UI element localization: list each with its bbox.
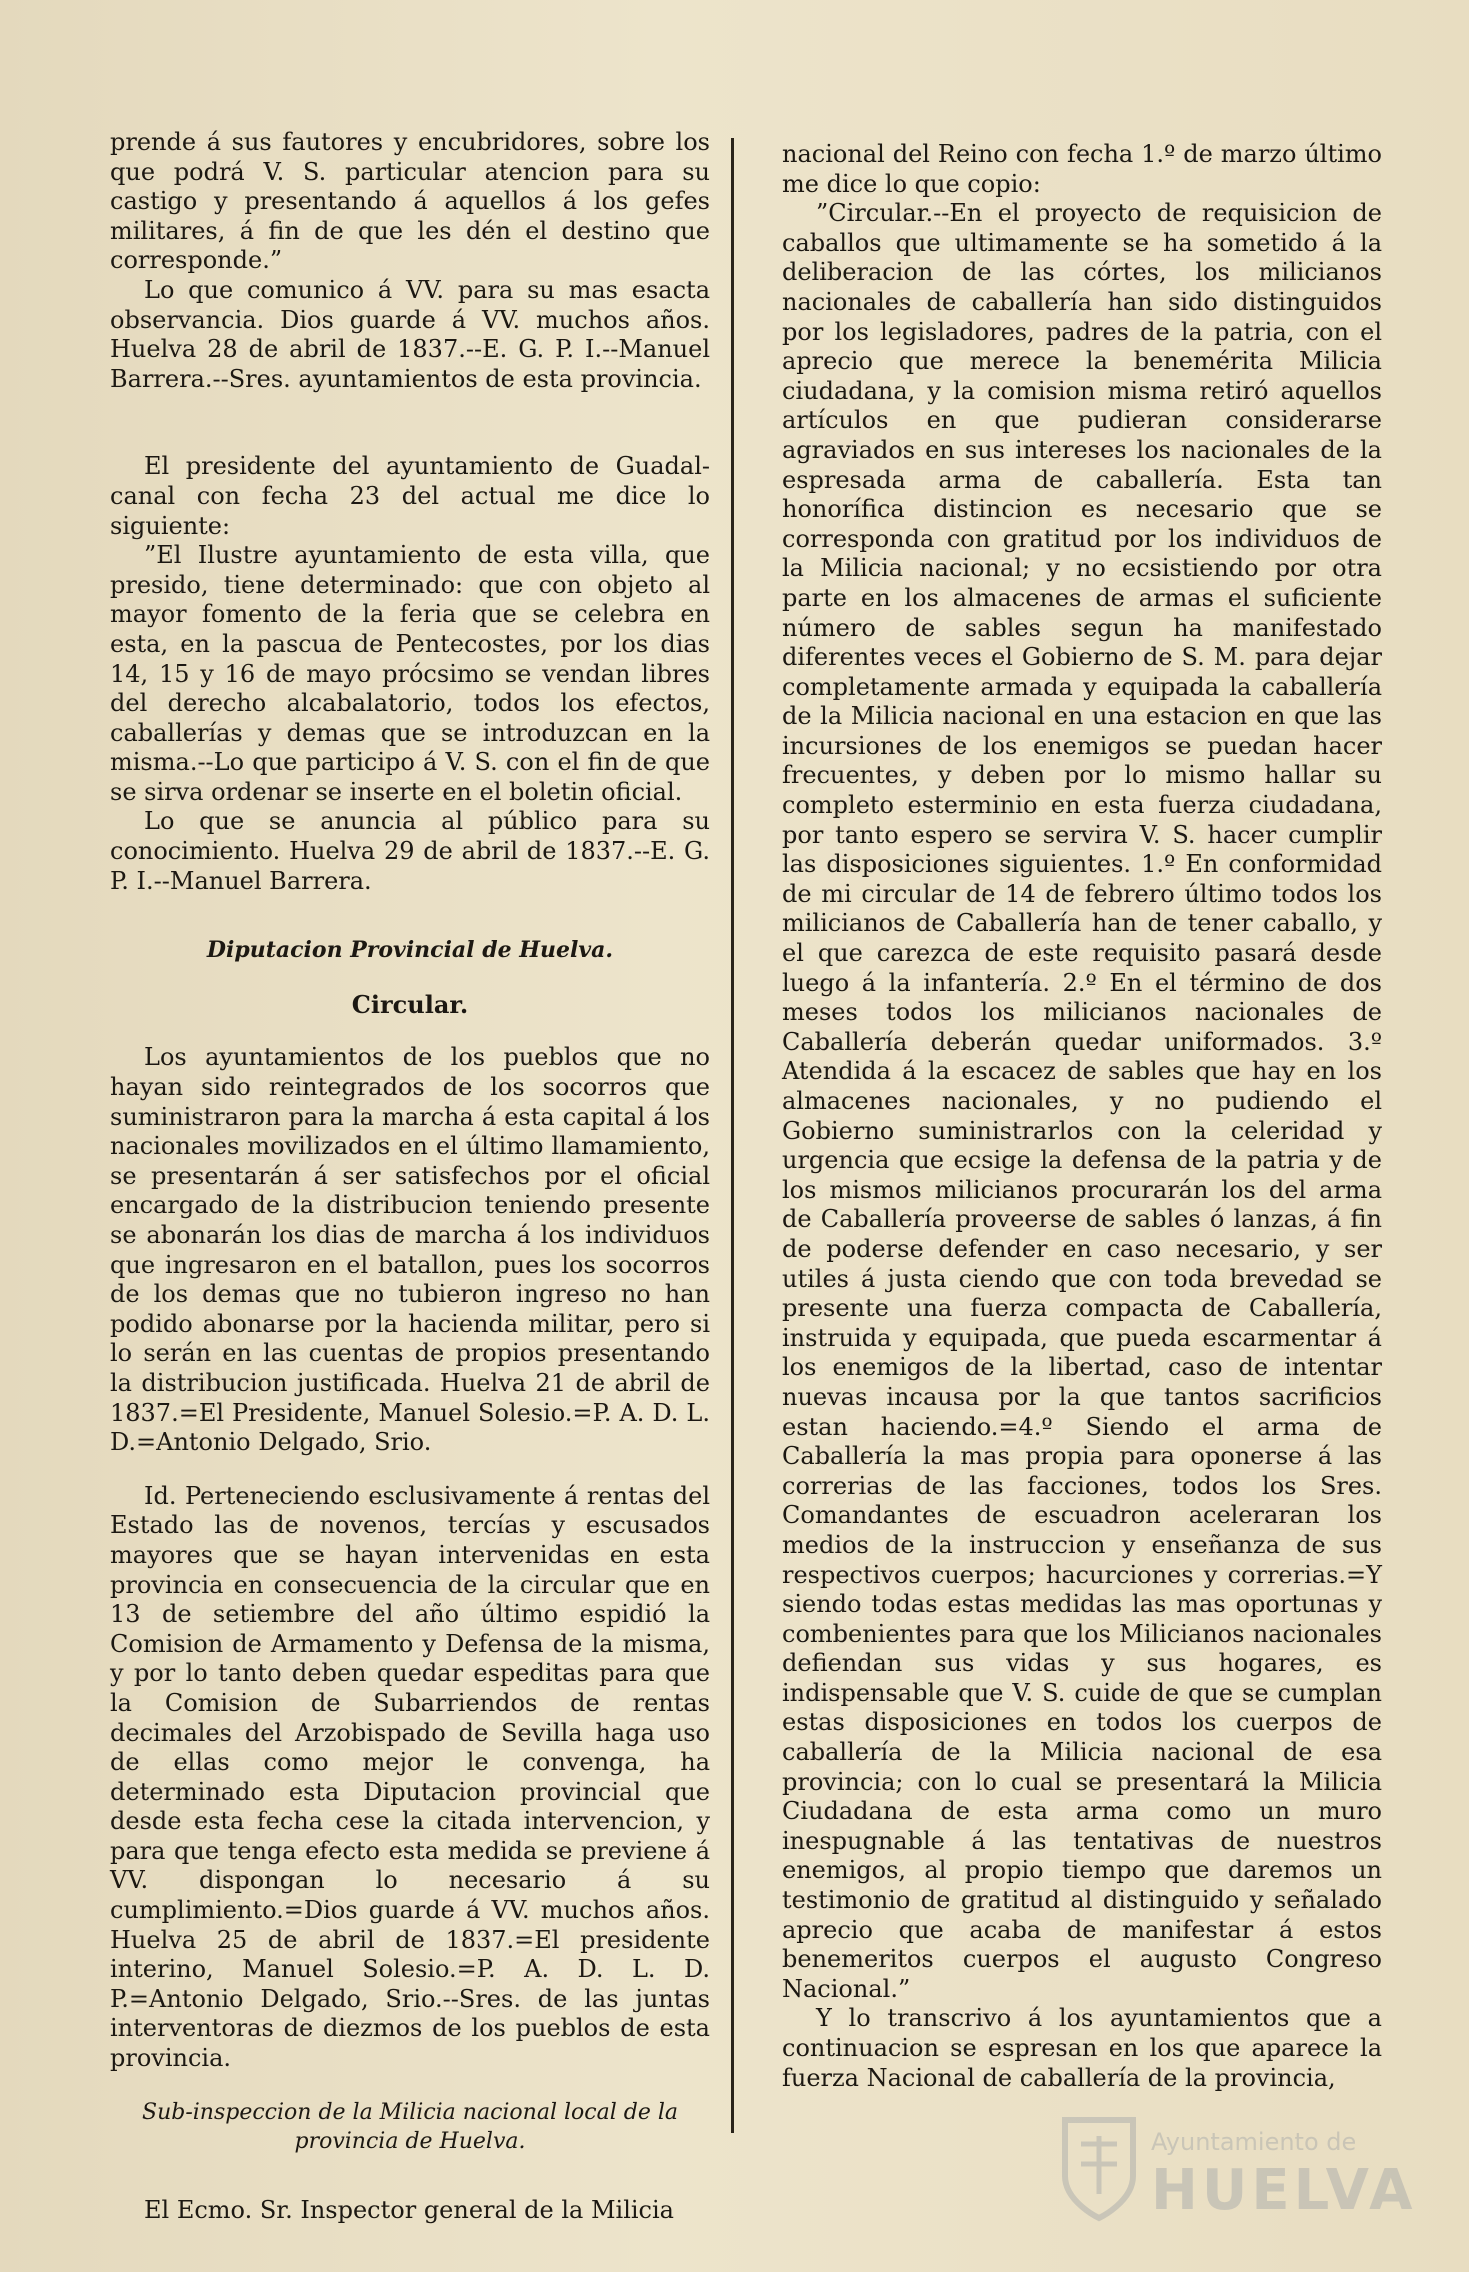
paragraph: Lo que comunico á VV. para su mas esacta observancia. Dios guarde á VV. muchos años. Huelva 28 de abril de 1837.--E. G. P. I.--Manuel Barrera.--Sres. ayuntamientos de esta provincia. xyxy=(110,275,710,393)
section-heading: Circular. xyxy=(351,989,469,1019)
paragraph: El presidente del ayuntamiento de Guadal-canal con fecha 23 del actual me dice lo siguiente: xyxy=(110,452,710,540)
paragraph: ”El Ilustre ayuntamiento de esta villa, que presido, tiene determinado: que con objeto al mayor fomento de la feria que se celebra en esta, en la pascua de Pentecostes, por los dias 14, 15 y 16 de mayo prócsimo se vendan libres del derecho alcabalatorio, todos los efectos, caballerías y demas que se introduzcan en la misma.--Lo que participo á V. S. con el fin de que se sirva ordenar se inserte en el boletin oficial. xyxy=(110,541,710,806)
paragraph: prende á sus fautores y encubridores, sobre los que podrá V. S. particular atencion para su castigo y presentando á aquellos á los gefes militares, á fin de que les dén el destino que corresponde.” xyxy=(110,128,710,275)
paragraph: ”Circular.--En el proyecto de requisicion de caballos que ultimamente se ha sometido á la deliberacion de las córtes, los milicianos nacionales de caballería han sido distinguidos por los legisladores, padres de la patria, con el aprecio que merece la benemérita Milicia ciudadana, y la comision misma retiró aquellos artículos en que pudieran considerarse agraviados en sus intereses los nacionales de la espresada arma de caballería. Esta tan honorífica distincion es necesario que se corresponda con gratitud por los individuos de la Milicia nacional; y no ecsistiendo por otra parte en los almacenes de armas el suficiente número de sables segun ha manifestado diferentes veces el Gobierno de S. M. para dejar completamente armada y equipada la caballería de la Milicia nacional en una estacion en que las incursiones de los enemigos se puedan hacer frecuentes, y deben por lo mismo hallar su completo esterminio en esta fuerza ciudadana, por tanto espero se servira V. S. hacer cumplir las disposiciones siguientes. 1.º En conformidad de mi circular de 14 de febrero último todos los milicianos de Caballería han de tener caballo, y el que carezca de este requisito pasará desde luego á la infantería. 2.º En el término de dos meses todos los milicianos nacionales de Caballería deberán quedar uniformados. 3.º Atendida á la escacez de sables que hay en los almacenes nacionales, y no pudiendo el Gobierno suministrarlos con la celeridad y urgencia que ecsige la defensa de la patria y de los mismos milicianos procurarán los del arma de Caballería proveerse de sables ó lanzas, á fin de poderse defender en caso necesario, y ser utiles á justa ciendo que con toda brevedad se presente una fuerza compacta de Caballería, instruida y equipada, que pueda escarmentar á los enemigos de la libertad, caso de intentar nuevas incausa por la que tantos sacrificios estan haciendo.=4.º Siendo el arma de Caballería la mas propia para oponerse á las correrias de las facciones, todos los Sres. Comandantes de escuadron aceleraran los medios de la instruccion y enseñanza de sus respectivos cuerpos; hacurciones y correrias.=Y siendo todas estas medidas las mas oportunas y combenientes para que los Milicianos nacionales defiendan sus vidas y sus hogares, es indispensable que V. S. cuide de que se cumplan estas disposiciones en todos los cuerpos de caballería de la Milicia nacional de esa provincia; con lo cual se presentará la Milicia Ciudadana de esta arma como un muro inespugnable á las tentativas de nuestros enemigos, al propio tiempo que daremos un testimonio de gratitud al distinguido y señalado aprecio que acaba de manifestar á estos benemeritos cuerpos el augusto Congreso Nacional.” xyxy=(782,199,1382,2003)
left-column xyxy=(110,128,710,2225)
paragraph: nacional del Reino con fecha 1.º de marzo último me dice lo que copio: xyxy=(782,140,1382,198)
column-divider xyxy=(731,138,734,2133)
paragraph: Y lo transcrivo á los ayuntamientos que a continuacion se espresan en los que aparece la fuerza Nacional de caballería de la provincia, xyxy=(782,2004,1382,2092)
shield-icon xyxy=(1059,2114,1139,2224)
paragraph: Lo que se anuncia al público para su conocimiento. Huelva 29 de abril de 1837.--E. G. P. I.--Manuel Barrera. xyxy=(110,807,710,895)
watermark-logo xyxy=(1059,2114,1417,2234)
paragraph: Id. Perteneciendo esclusivamente á rentas del Estado las de novenos, tercías y escusados mayores que se hayan intervenidas en esta provincia en consecuencia de la circular que en 13 de setiembre del año último espidió la Comision de Armamento y Defensa de la misma, y por lo tanto deben quedar espeditas para que la Comision de Subarriendos de rentas decimales del Arzobispado de Sevilla haga uso de ellas como mejor le convenga, ha determinado esta Diputacion provincial que desde esta fecha cese la citada intervencion, y para que tenga efecto esta medida se previene á VV. dispongan lo necesario á su cumplimiento.=Dios guarde á VV. muchos años. Huelva 25 de abril de 1837.=El presidente interino, Manuel Solesio.=P. A. D. L. D. P.=Antonio Delgado, Srio.--Sres. de las juntas interventoras de diezmos de los pueblos de esta provincia. xyxy=(110,1481,710,2073)
paragraph: El Ecmo. Sr. Inspector general de la Milicia xyxy=(144,2195,674,2224)
section-subheading: Sub-inspeccion de la Milicia nacional local de la provincia de Huelva. xyxy=(142,2099,678,2154)
paragraph: Los ayuntamientos de los pueblos que no hayan sido reintegrados de los socorros que suministraron para la marcha á esta capital á los nacionales movilizados en el último llamamiento, se presentarán á ser satisfechos por el oficial encargado de la distribucion teniendo presente se abonarán los dias de marcha á los individuos que ingresaron en el batallon, pues los socorros de los demas que no tubieron ingreso no han podido abonarse por la hacienda militar, pero si lo serán en las cuentas de propios presentando la distribucion justificada. Huelva 21 de abril de 1837.=El Presidente, Manuel Solesio.=P. A. D. L. D.=Antonio Delgado, Srio. xyxy=(110,1043,710,1457)
watermark-text: Ayuntamiento de xyxy=(1151,2128,1357,2156)
watermark-text: HUELVA xyxy=(1151,2158,1417,2223)
section-heading: Diputacion Provincial de Huelva. xyxy=(206,937,614,964)
right-column xyxy=(782,140,1382,2093)
